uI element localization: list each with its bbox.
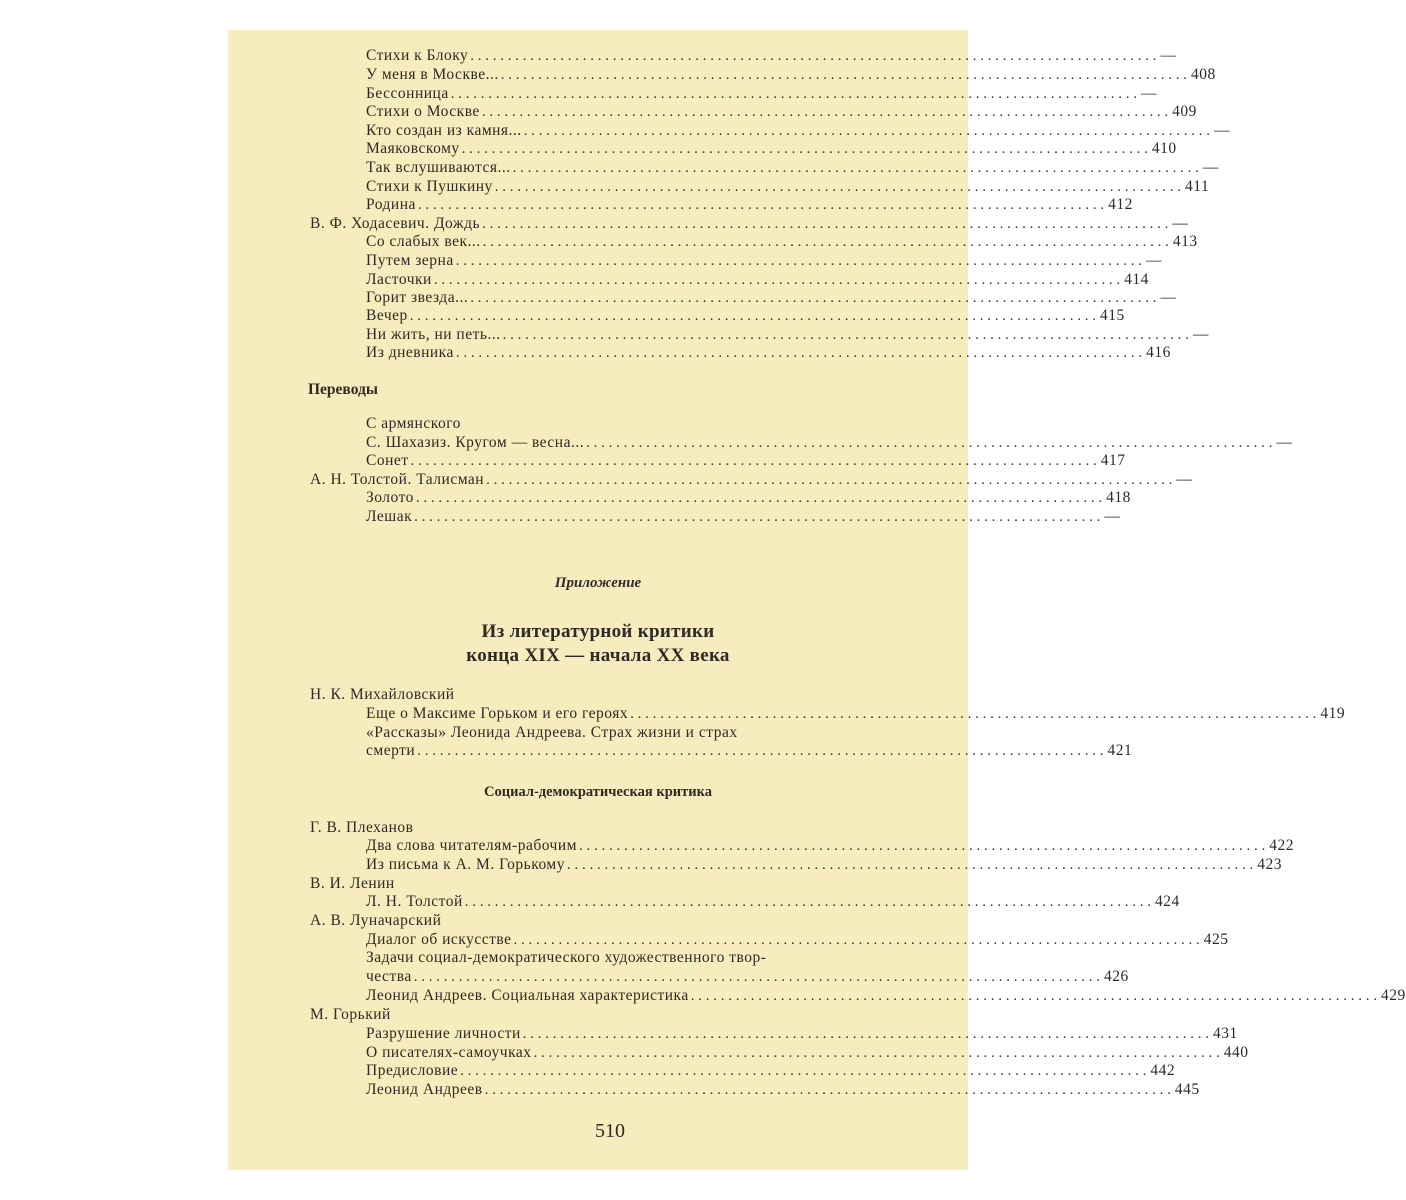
leader-dots: . . . . . . . . . . . . . . . . . . . . . . . . . . . . . . . . . . . . . . . . . . . . . . . . . . . . . . . . . . . . . . . . . . . . . . . . . . . . . . . . . . . . . . . . . . . . — [567, 857, 1254, 873]
leader-dots: . . . . . . . . . . . . . . . . . . . . . . . . . . . . . . . . . . . . . . . . . . . . . . . . . . . . . . . . . . . . . . . . . . . . . . . . . . . . . . . . . . . . . . . . . . . . — [417, 743, 1104, 759]
subheading-from-armenian: С армянского — [366, 415, 461, 432]
entry-title: У меня в Москве... — [366, 66, 499, 83]
toc-entry — [366, 893, 1180, 911]
entry-title: Так вслушиваются... — [366, 159, 511, 176]
leader-dots: . . . . . . . . . . . . . . . . . . . . . . . . . . . . . . . . . . . . . . . . . . . . . . . . . . . . . . . . . . . . . . . . . . . . . . . . . . . . . . . . . . . . . . . . . . . . — [578, 838, 1266, 854]
leader-dots: . . . . . . . . . . . . . . . . . . . . . . . . . . . . . . . . . . . . . . . . . . . . . . . . . . . . . . . . . . . . . . . . . . . . . . . . . . . . . . . . . . . . . . . . . . . . — [502, 327, 1189, 343]
author-name: В. И. Ленин — [310, 875, 395, 892]
entry-page: 418 — [1106, 489, 1131, 506]
leader-dots: . . . . . . . . . . . . . . . . . . . . . . . . . . . . . . . . . . . . . . . . . . . . . . . . . . . . . . . . . . . . . . . . . . . . . . . . . . . . . . . . . . . . . . . . . . . . — [494, 179, 1182, 195]
entry-title: Еще о Максиме Горьком и его героях — [366, 705, 629, 722]
appendix-title-line1: Из литературной критики — [481, 621, 715, 642]
entry-title: Диалог об искусстве — [366, 931, 512, 948]
entry-page: 440 — [1223, 1044, 1249, 1061]
toc-entry — [366, 289, 1177, 307]
entry-page: — — [1104, 508, 1121, 525]
appendix-title-line2: конца XIX — начала XX века — [466, 645, 730, 666]
entry-title: Стихи к Блоку — [366, 47, 469, 64]
author-name: А. В. Луначарский — [310, 912, 442, 929]
entry-title: Путем зерна — [366, 252, 454, 269]
toc-entry — [366, 856, 1282, 874]
entry-title-continued: Задачи социал-демократического художественного твор- — [366, 949, 767, 966]
entry-title: Л. Н. Толстой — [366, 893, 463, 910]
entry-title: Из письма к А. М. Горькому — [366, 856, 565, 873]
entry-page: — — [1141, 85, 1157, 102]
toc-entry — [366, 103, 1197, 121]
author-name: М. Горький — [310, 1006, 391, 1023]
leader-dots: . . . . . . . . . . . . . . . . . . . . . . . . . . . . . . . . . . . . . . . . . . . . . . . . . . . . . . . . . . . . . . . . . . . . . . . . . . . . . . . . . . . . . . . . . . . . — [455, 253, 1142, 269]
leader-dots: . . . . . . . . . . . . . . . . . . . . . . . . . . . . . . . . . . . . . . . . . . . . . . . . . . . . . . . . . . . . . . . . . . . . . . . . . . . . . . . . . . . . . . . . . . . . — [513, 932, 1200, 948]
leader-dots: . . . . . . . . . . . . . . . . . . . . . . . . . . . . . . . . . . . . . . . . . . . . . . . . . . . . . . . . . . . . . . . . . . . . . . . . . . . . . . . . . . . . . . . . . . . . — [630, 706, 1317, 722]
entry-title: Бессонница — [366, 85, 449, 102]
leader-dots: . . . . . . . . . . . . . . . . . . . . . . . . . . . . . . . . . . . . . . . . . . . . . . . . . . . . . . . . . . . . . . . . . . . . . . . . . . . . . . . . . . . . . . . . . . . . — [484, 1082, 1171, 1098]
entry-title: Сонет — [366, 452, 409, 469]
entry-page: 431 — [1213, 1025, 1238, 1042]
book-page — [228, 30, 1406, 1170]
entry-title: Вечер — [366, 307, 408, 324]
entry-page: 425 — [1203, 931, 1229, 948]
toc-entry — [366, 742, 1133, 760]
entry-title: О писателях-самоучках — [366, 1044, 532, 1061]
entry-title: Стихи о Москве — [366, 103, 480, 120]
leader-dots: . . . . . . . . . . . . . . . . . . . . . . . . . . . . . . . . . . . . . . . . . . . . . . . . . . . . . . . . . . . . . . . . . . . . . . . . . . . . . . . . . . . . . . . . . . . . — [512, 160, 1199, 176]
entry-page: — — [1276, 434, 1293, 451]
entry-title: чества — [366, 968, 412, 985]
entry-title: Горит звезда... — [366, 289, 469, 306]
leader-dots: . . . . . . . . . . . . . . . . . . . . . . . . . . . . . . . . . . . . . . . . . . . . . . . . . . . . . . . . . . . . . . . . . . . . . . . . . . . . . . . . . . . . . . . . . . . . — [690, 988, 1377, 1004]
toc-entry — [366, 968, 1129, 986]
entry-page: 414 — [1124, 271, 1149, 288]
leader-dots: . . . . . . . . . . . . . . . . . . . . . . . . . . . . . . . . . . . . . . . . . . . . . . . . . . . . . . . . . . . . . . . . . . . . . . . . . . . . . . . . . . . . . . . . . . . . — [433, 272, 1121, 288]
toc-entry — [366, 489, 1131, 507]
entry-page: 411 — [1185, 178, 1210, 195]
toc-entry — [366, 140, 1177, 158]
toc-entry — [366, 159, 1219, 177]
entry-title: Предисловие — [366, 1062, 459, 1079]
leader-dots: . . . . . . . . . . . . . . . . . . . . . . . . . . . . . . . . . . . . . . . . . . . . . . . . . . . . . . . . . . . . . . . . . . . . . . . . . . . . . . . . . . . . . . . . . . . . — [481, 104, 1169, 120]
leader-dots: . . . . . . . . . . . . . . . . . . . . . . . . . . . . . . . . . . . . . . . . . . . . . . . . . . . . . . . . . . . . . . . . . . . . . . . . . . . . . . . . . . . . . . . . . . . . — [522, 1026, 1210, 1042]
entry-title: Леонид Андреев — [366, 1081, 483, 1098]
author-name: Н. К. Михайловский — [310, 686, 455, 703]
entry-title: Кто создан из камня... — [366, 122, 522, 139]
entry-page: 410 — [1151, 140, 1177, 157]
leader-dots: . . . . . . . . . . . . . . . . . . . . . . . . . . . . . . . . . . . . . . . . . . . . . . . . . . . . . . . . . . . . . . . . . . . . . . . . . . . . . . . . . . . . . . . . . . . . — [523, 123, 1210, 139]
toc-entry — [366, 508, 1121, 526]
entry-title: Разрушение личности — [366, 1025, 521, 1042]
entry-page: 422 — [1269, 837, 1294, 854]
toc-entry — [366, 47, 1177, 65]
toc-entry — [366, 434, 1293, 452]
toc-entry — [366, 931, 1229, 949]
toc-entry — [366, 66, 1216, 84]
translations-heading: Переводы — [308, 381, 378, 398]
toc-entry — [366, 837, 1294, 855]
leader-dots: . . . . . . . . . . . . . . . . . . . . . . . . . . . . . . . . . . . . . . . . . . . . . . . . . . . . . . . . . . . . . . . . . . . . . . . . . . . . . . . . . . . . . . . . . . . . — [482, 234, 1169, 250]
entry-page: 415 — [1100, 307, 1125, 324]
toc-entry — [366, 326, 1209, 344]
toc-entry — [366, 1081, 1200, 1099]
entry-title: Ласточки — [366, 271, 432, 288]
leader-dots: . . . . . . . . . . . . . . . . . . . . . . . . . . . . . . . . . . . . . . . . . . . . . . . . . . . . . . . . . . . . . . . . . . . . . . . . . . . . . . . . . . . . . . . . . . . . — [413, 969, 1100, 985]
entry-page: 421 — [1107, 742, 1133, 759]
entry-page: 412 — [1108, 196, 1133, 213]
toc-entry — [366, 122, 1230, 140]
leader-dots: . . . . . . . . . . . . . . . . . . . . . . . . . . . . . . . . . . . . . . . . . . . . . . . . . . . . . . . . . . . . . . . . . . . . . . . . . . . . . . . . . . . . . . . . . . . . — [470, 48, 1157, 64]
leader-dots: . . . . . . . . . . . . . . . . . . . . . . . . . . . . . . . . . . . . . . . . . . . . . . . . . . . . . . . . . . . . . . . . . . . . . . . . . . . . . . . . . . . . . . . . . . . . — [500, 67, 1187, 83]
entry-page: 445 — [1174, 1081, 1200, 1098]
entry-title: Ни жить, ни петь... — [366, 326, 501, 343]
entry-title: А. Н. Толстой. Талисман — [310, 471, 485, 488]
entry-page: — — [1160, 289, 1177, 306]
entry-page: — — [1172, 215, 1189, 232]
leader-dots: . . . . . . . . . . . . . . . . . . . . . . . . . . . . . . . . . . . . . . . . . . . . . . . . . . . . . . . . . . . . . . . . . . . . . . . . . . . . . . . . . . . . . . . . . . . . — [482, 216, 1169, 232]
toc-entry — [366, 178, 1210, 196]
entry-page: 419 — [1320, 705, 1346, 722]
entry-page: 416 — [1146, 344, 1171, 361]
author-name: Г. В. Плеханов — [310, 819, 414, 836]
leader-dots: . . . . . . . . . . . . . . . . . . . . . . . . . . . . . . . . . . . . . . . . . . . . . . . . . . . . . . . . . . . . . . . . . . . . . . . . . . . . . . . . . . . . . . . . . . . . — [586, 435, 1273, 451]
toc-entry — [366, 233, 1198, 251]
entry-page: 409 — [1172, 103, 1197, 120]
entry-page: 423 — [1257, 856, 1282, 873]
leader-dots: . . . . . . . . . . . . . . . . . . . . . . . . . . . . . . . . . . . . . . . . . . . . . . . . . . . . . . . . . . . . . . . . . . . . . . . . . . . . . . . . . . . . . . . . . . . . — [464, 894, 1152, 910]
toc-entry — [366, 1025, 1238, 1043]
entry-page: — — [1160, 47, 1177, 64]
leader-dots: . . . . . . . . . . . . . . . . . . . . . . . . . . . . . . . . . . . . . . . . . . . . . . . . . . . . . . . . . . . . . . . . . . . . . . . . . . . . . . . . . . . . . . . . . . . . — [486, 472, 1173, 488]
toc-entry — [366, 271, 1149, 289]
toc-entry — [366, 987, 1406, 1005]
toc-entry — [366, 1044, 1249, 1062]
toc-entry — [366, 1062, 1176, 1080]
entry-title: Два слова читателям-рабочим — [366, 837, 577, 854]
toc-entry — [366, 705, 1346, 723]
toc-entry — [366, 196, 1133, 214]
entry-page: 408 — [1190, 66, 1216, 83]
entry-title: Золото — [366, 489, 414, 506]
toc-entry — [366, 307, 1125, 325]
leader-dots: . . . . . . . . . . . . . . . . . . . . . . . . . . . . . . . . . . . . . . . . . . . . . . . . . . . . . . . . . . . . . . . . . . . . . . . . . . . . . . . . . . . . . . . . . . . . — [460, 1063, 1147, 1079]
leader-dots: . . . . . . . . . . . . . . . . . . . . . . . . . . . . . . . . . . . . . . . . . . . . . . . . . . . . . . . . . . . . . . . . . . . . . . . . . . . . . . . . . . . . . . . . . . . . — [415, 490, 1103, 506]
entry-page: — — [1176, 471, 1193, 488]
leader-dots: . . . . . . . . . . . . . . . . . . . . . . . . . . . . . . . . . . . . . . . . . . . . . . . . . . . . . . . . . . . . . . . . . . . . . . . . . . . . . . . . . . . . . . . . . . . . — [461, 141, 1148, 157]
entry-page: 426 — [1103, 968, 1129, 985]
entry-page: — — [1145, 252, 1162, 269]
toc-entry — [366, 252, 1162, 270]
leader-dots: . . . . . . . . . . . . . . . . . . . . . . . . . . . . . . . . . . . . . . . . . . . . . . . . . . . . . . . . . . . . . . . . . . . . . . . . . . . . . . . . . . . . . . . . . . . . — [417, 197, 1105, 213]
entry-page: — — [1192, 326, 1209, 343]
leader-dots: . . . . . . . . . . . . . . . . . . . . . . . . . . . . . . . . . . . . . . . . . . . . . . . . . . . . . . . . . . . . . . . . . . . . . . . . . . . . . . . . . . . . . . . . . . . . — [533, 1045, 1220, 1061]
entry-title: С. Шахазиз. Кругом — весна... — [366, 434, 585, 451]
toc-entry — [366, 85, 1157, 103]
toc-entry — [366, 344, 1171, 362]
leader-dots: . . . . . . . . . . . . . . . . . . . . . . . . . . . . . . . . . . . . . . . . . . . . . . . . . . . . . . . . . . . . . . . . . . . . . . . . . . . . . . . . . . . . . . . . . . . . — [455, 345, 1143, 361]
entry-title: В. Ф. Ходасевич. Дождь — [310, 215, 481, 232]
entry-title: Лешак — [366, 508, 413, 525]
entry-page: 442 — [1150, 1062, 1176, 1079]
appendix-label: Приложение — [554, 575, 642, 591]
entry-page: 413 — [1172, 233, 1198, 250]
section-heading: Социал-демократическая критика — [484, 784, 712, 800]
page-number: 510 — [595, 1120, 625, 1142]
leader-dots: . . . . . . . . . . . . . . . . . . . . . . . . . . . . . . . . . . . . . . . . . . . . . . . . . . . . . . . . . . . . . . . . . . . . . . . . . . . . . . . . . . . . . . . . . . . . — [450, 86, 1137, 102]
entry-title-continued: «Рассказы» Леонида Андреева. Страх жизни и страх — [366, 724, 738, 741]
toc-entry — [310, 471, 1193, 489]
entry-title: Родина — [366, 196, 416, 213]
entry-title: Леонид Андреев. Социальная характеристика — [366, 987, 689, 1004]
entry-page: 424 — [1155, 893, 1180, 910]
leader-dots: . . . . . . . . . . . . . . . . . . . . . . . . . . . . . . . . . . . . . . . . . . . . . . . . . . . . . . . . . . . . . . . . . . . . . . . . . . . . . . . . . . . . . . . . . . . . — [409, 308, 1097, 324]
leader-dots: . . . . . . . . . . . . . . . . . . . . . . . . . . . . . . . . . . . . . . . . . . . . . . . . . . . . . . . . . . . . . . . . . . . . . . . . . . . . . . . . . . . . . . . . . . . . — [410, 453, 1097, 469]
leader-dots: . . . . . . . . . . . . . . . . . . . . . . . . . . . . . . . . . . . . . . . . . . . . . . . . . . . . . . . . . . . . . . . . . . . . . . . . . . . . . . . . . . . . . . . . . . . . — [470, 290, 1157, 306]
toc-entry — [366, 452, 1126, 470]
entry-page: 417 — [1100, 452, 1126, 469]
entry-page: — — [1202, 159, 1219, 176]
entry-title: смерти — [366, 742, 416, 759]
entry-title: Маяковскому — [366, 140, 460, 157]
leader-dots: . . . . . . . . . . . . . . . . . . . . . . . . . . . . . . . . . . . . . . . . . . . . . . . . . . . . . . . . . . . . . . . . . . . . . . . . . . . . . . . . . . . . . . . . . . . . — [414, 509, 1101, 525]
entry-page: — — [1213, 122, 1230, 139]
entry-title: Стихи к Пушкину — [366, 178, 493, 195]
entry-title: Из дневника — [366, 344, 454, 361]
entry-page: 429 — [1380, 987, 1406, 1004]
toc-entry — [310, 215, 1189, 233]
entry-title: Со слабых век... — [366, 233, 481, 250]
